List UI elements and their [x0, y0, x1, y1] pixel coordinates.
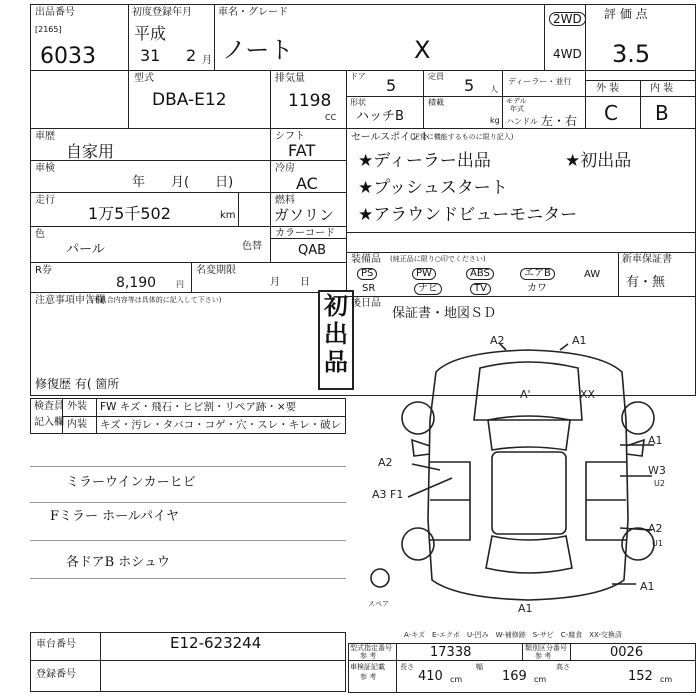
mark-a1-rear: A1 — [518, 602, 533, 615]
sales-point-4: ★アラウンドビューモニター — [358, 205, 578, 225]
lot-number: 6033 — [40, 44, 96, 69]
divider — [30, 660, 346, 661]
len-value: 410 — [418, 669, 443, 684]
engine-value: 1198 — [288, 91, 332, 111]
len-label: 長さ — [400, 663, 414, 671]
score-int-value: B — [655, 101, 669, 125]
engine-unit: CC — [325, 113, 337, 122]
first-reg-year: 31 — [140, 46, 161, 65]
reg-no-label: 登録番号 — [36, 669, 76, 680]
inspector-label-2: 記入欄 — [34, 417, 64, 428]
class-sub: 参 考 — [535, 652, 552, 660]
divider — [396, 643, 397, 693]
mark-a1-rear-right: A1 — [640, 580, 655, 593]
load-unit: kg — [490, 116, 500, 125]
score-int-label: 内 装 — [650, 83, 674, 94]
mark-a2-left: A2 — [378, 456, 393, 469]
handle-label: ハンドル — [506, 117, 538, 126]
ac-label: 冷房 — [275, 163, 295, 174]
body-value: ハッチB — [356, 109, 404, 124]
equipment-sub: (純正品に限り○印でください) — [390, 255, 486, 263]
fuel-label: 燃料 — [275, 195, 295, 206]
car-label: 車名・グレード — [218, 7, 288, 18]
equip-sr: SR — [362, 283, 376, 294]
extras-label: 後日品 — [351, 298, 381, 309]
mark-u2: U2 — [654, 479, 665, 488]
len-unit: cm — [450, 675, 463, 684]
score-value: 3.5 — [612, 40, 651, 68]
recycle-label: R券 — [35, 265, 52, 276]
warranty-label: 新車保証書 — [622, 254, 672, 265]
stamp-char-3: 品 — [324, 348, 348, 376]
first-reg-month-unit: 月 — [202, 55, 212, 66]
model-year-label2: 年式 — [510, 105, 524, 113]
name-change-label: 名変期限 — [196, 265, 236, 276]
handwritten-note-2: Fミラー ホールパイヤ — [50, 509, 179, 524]
mileage-label: 走行 — [35, 195, 55, 206]
doors-value: 5 — [386, 76, 397, 95]
mark-a3-left: A3 F1 — [372, 488, 404, 501]
equip-aw: AW — [584, 269, 601, 280]
divider — [570, 643, 571, 660]
model-label: 型式 — [134, 73, 154, 84]
load-label: 積載 — [428, 98, 444, 107]
stamp-char-2: 出 — [324, 320, 348, 348]
capacity-label: 定員 — [428, 72, 444, 81]
first-reg-era: 平成 — [134, 24, 167, 43]
dim-label: 車検証記載 — [350, 663, 385, 671]
color-value: パール — [66, 242, 105, 257]
mileage-value: 1万5千502 — [88, 204, 171, 223]
extras-value: 保証書・地図ＳＤ — [392, 306, 497, 321]
chassis-label: 車台番号 — [36, 639, 76, 650]
first-reg-label: 初度登録年月 — [132, 7, 192, 18]
inspector-ext-label: 外装 — [67, 401, 87, 412]
ac-value: AC — [296, 174, 318, 193]
spare-label: スペア — [368, 600, 389, 608]
mark-a-bonnet: A' — [520, 388, 531, 401]
damage-legend: A-キズ E-エクボ U-凹み W-補修跡 S-サビ C-腐食 XX-交換済 — [404, 631, 622, 639]
inspector-label-1: 検査員 — [34, 401, 64, 412]
equip-airbag: エアB — [520, 268, 555, 280]
score-label: 評 価 点 — [604, 7, 648, 21]
mark-a1-front: A1 — [572, 334, 587, 347]
inspection-value: 年 月( 日) — [132, 175, 234, 190]
drive-2wd: 2WD — [549, 12, 586, 26]
capacity-value: 5 — [464, 76, 475, 95]
equip-tv: TV — [470, 283, 491, 295]
recycle-unit: 円 — [176, 280, 184, 289]
height-unit: cm — [660, 675, 673, 684]
handwritten-note-3: 各ドアB ホシュウ — [66, 555, 171, 570]
stamp-char-1: 初 — [324, 292, 348, 320]
equip-leather: カワ — [527, 283, 547, 294]
color-label: 色 — [35, 229, 45, 240]
sales-point-2: ★初出品 — [565, 151, 632, 171]
shift-label: シフト — [275, 131, 305, 142]
mark-u1: U1 — [652, 539, 663, 548]
engine-label: 排気量 — [275, 73, 305, 84]
notes-label: 注意事項申告欄 — [35, 295, 105, 306]
car-name: ノート — [222, 36, 294, 64]
handle-value: 左・右 — [541, 114, 578, 128]
handwritten-note-1: ミラーウインカーヒビ — [66, 475, 196, 490]
dealer-label: ディーラー・並行 — [508, 77, 572, 86]
diagram-marks — [368, 334, 666, 639]
name-change-value: 月 日 — [270, 277, 310, 288]
equip-ps: PS — [357, 268, 377, 280]
dim-sub: 参 考 — [360, 673, 377, 681]
score-ext-value: C — [604, 101, 618, 125]
body-label: 形状 — [350, 98, 366, 107]
type-code: 17338 — [430, 645, 472, 660]
equip-abs: ABS — [466, 268, 494, 280]
car-grade: X — [414, 36, 431, 64]
chassis-value: E12-623244 — [170, 634, 262, 652]
recycle-value: 8,190 — [116, 275, 157, 291]
divider — [100, 632, 101, 692]
sales-points-sub: (正常に機能するものに限り記入) — [410, 133, 514, 141]
history-label: 車歴 — [35, 131, 55, 142]
color-change-label: 色替 — [242, 241, 262, 252]
inspector-int-items: キズ・汚レ・タバコ・コゲ・穴・スレ・キレ・破レ — [100, 419, 342, 431]
model-year-label1: モデル — [506, 97, 527, 105]
height-value: 152 — [628, 669, 653, 684]
divider — [348, 660, 696, 661]
inspector-ext-items: FW キズ・飛石・ヒビ割・リペア跡・×要 — [100, 401, 297, 413]
width-unit: cm — [534, 675, 547, 684]
warranty-value: 有・無 — [626, 275, 666, 290]
divider — [522, 643, 523, 660]
color-code: QAB — [298, 243, 327, 258]
type-code-sub: 参 考 — [360, 652, 377, 660]
class-label: 類別区分番号 — [525, 644, 567, 652]
height-label: 高さ — [556, 663, 570, 671]
mark-a2-right: A2 — [648, 522, 663, 535]
repair-history: 修復歴 有( 箇所 — [35, 377, 120, 391]
type-code-label: 型式指定番号 — [350, 644, 392, 652]
sales-point-1: ★ディーラー出品 — [358, 151, 491, 171]
class-code: 0026 — [610, 645, 644, 660]
shift-value: FAT — [288, 141, 316, 160]
lot-label: 出品番号 — [35, 7, 75, 18]
color-code-label: カラーコード — [275, 228, 335, 239]
fuel-value: ガソリン — [274, 206, 335, 224]
mark-a2-front: A2 — [490, 334, 505, 347]
width-value: 169 — [502, 669, 527, 684]
first-reg-month: 2 — [186, 46, 197, 65]
equip-pw: PW — [412, 268, 436, 280]
history-value: 自家用 — [66, 142, 115, 161]
drive-4wd: 4WD — [553, 47, 582, 61]
mark-a1-right: A1 — [648, 434, 663, 447]
inspector-int-label: 内装 — [67, 419, 87, 430]
model-value: DBA-E12 — [152, 90, 227, 110]
sales-point-3: ★プッシュスタート — [358, 178, 508, 198]
inspection-label: 車検 — [35, 163, 55, 174]
notes-sub: (不具合内容等は具体的に記入して下さい) — [90, 296, 222, 304]
equip-navi: ナビ — [414, 283, 442, 295]
capacity-unit: 人 — [490, 85, 498, 94]
score-ext-label: 外 装 — [596, 83, 620, 94]
width-label: 幅 — [476, 663, 483, 671]
mark-w3: W3 — [648, 464, 666, 477]
lot-sub: [2165] — [35, 25, 62, 34]
mark-xx: XX — [580, 388, 596, 401]
sales-points-label: セールスポイント — [351, 132, 431, 143]
doors-label: ドア — [350, 72, 366, 81]
mileage-unit: km — [220, 210, 236, 221]
equipment-label: 装備品 — [351, 254, 381, 265]
